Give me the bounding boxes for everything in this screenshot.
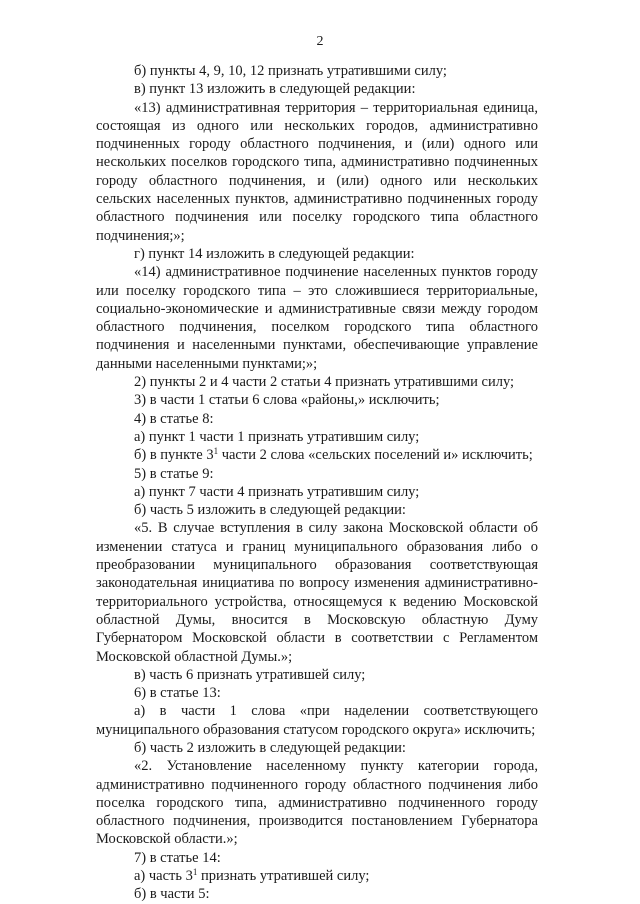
document-paragraph: а) пункт 1 части 1 признать утратившим силу; bbox=[134, 428, 420, 445]
paragraph-text: части 2 слова «сельских поселений и» исключить; bbox=[218, 447, 533, 464]
document-paragraph: б) пункты 4, 9, 10, 12 признать утратившими силу; bbox=[134, 63, 447, 79]
document-paragraph: б) часть 5 изложить в следующей редакции: bbox=[134, 502, 406, 519]
paragraph-text: б) в пункте 3 bbox=[134, 447, 214, 464]
paragraph-text: а) часть 3 bbox=[134, 868, 193, 885]
document-paragraph: «14) административное подчинение населенных пунктов городу или поселку городского типа – это сложившиеся территориальные, социально-экономические и административные связи между городом областного подчинения, поселком городского типа областного подчинения и населенными пунктами, обеспечивающие управление данными населенными пунктами;»; bbox=[96, 264, 538, 372]
document-paragraph: б) часть 2 изложить в следующей редакции: bbox=[134, 739, 406, 756]
document-body bbox=[96, 62, 538, 904]
document-paragraph: «5. В случае вступления в силу закона Московской области об изменении статуса и границ муниципального образования либо о преобразовании муниципального образования соответствующая законодательная инициатива по вопросу изменения административно-территориального устройства, относящемуся к ведению Московской областной Думы, вносится в Московскую областную Думу Губернатором Московской области в соответствии с Регламентом Московской областной Думы.»; bbox=[96, 520, 538, 665]
document-paragraph: г) пункт 14 изложить в следующей редакции: bbox=[134, 245, 415, 262]
superscript-index: 1 bbox=[213, 446, 219, 457]
document-paragraph: 7) в статье 14: bbox=[134, 849, 221, 866]
paragraph-text: признать утратившей силу; bbox=[197, 868, 370, 885]
document-paragraph: «13) административная территория – территориальная единица, состоящая из одного или нескольких городов, административно подчиненных городу областного подчинения, и (или) одного или нескольких поселков городского типа, административно подчиненных городу областного подчинения, и (или) одного или нескольких сельских населенных пунктов, административно подчиненных городу областного подчинения или поселку городского типа областного подчинения;»; bbox=[96, 99, 538, 244]
page-number: 2 bbox=[316, 34, 324, 49]
document-paragraph: а) пункт 7 части 4 признать утратившим силу; bbox=[134, 483, 420, 500]
document-paragraph: 2) пункты 2 и 4 части 2 статьи 4 признать утратившими силу; bbox=[134, 374, 515, 391]
document-paragraph bbox=[96, 446, 538, 464]
superscript-index: 1 bbox=[192, 867, 198, 878]
document-paragraph: в) пункт 13 изложить в следующей редакции: bbox=[134, 81, 416, 98]
document-paragraph: 5) в статье 9: bbox=[134, 465, 214, 482]
document-paragraph: 6) в статье 13: bbox=[134, 685, 221, 702]
document-paragraph: 4) в статье 8: bbox=[134, 410, 214, 427]
document-paragraph: в) часть 6 признать утратившей силу; bbox=[134, 666, 366, 683]
document-paragraph: а) в части 1 слова «при наделении соответствующего муниципального образования статусом городского округа» исключить; bbox=[96, 703, 538, 738]
document-paragraph: «2. Установление населенному пункту категории города, административно подчиненного городу областного подчинения либо поселка городского типа, административно подчиненного городу областного подчинения, производится постановлением Губернатора Московской области.»; bbox=[96, 758, 538, 848]
document-paragraph: б) в части 5: bbox=[134, 886, 210, 903]
document-paragraph: 3) в части 1 статьи 6 слова «районы,» исключить; bbox=[134, 392, 440, 409]
document-paragraph bbox=[96, 867, 538, 885]
